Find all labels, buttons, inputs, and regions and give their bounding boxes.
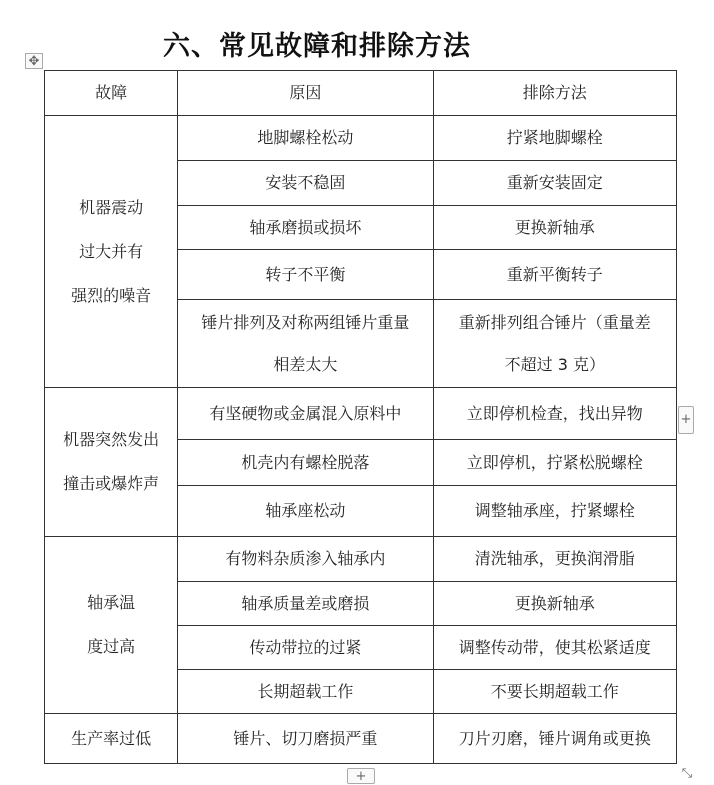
fault-cell — [45, 116, 178, 388]
fault-cell — [45, 388, 178, 537]
fault-line: 强烈的噪音 — [71, 285, 152, 305]
cause-cell: 有坚硬物或金属混入原料中 — [178, 388, 433, 440]
table-header-row — [45, 71, 677, 116]
fault-table — [44, 70, 677, 764]
table-row — [45, 714, 677, 764]
fix-cell: 拧紧地脚螺栓 — [433, 116, 676, 161]
header-fault: 故障 — [45, 71, 178, 116]
page-title: 六、常见故障和排除方法 — [163, 31, 471, 62]
fix-line: 不超过 3 克） — [504, 354, 605, 374]
fault-line: 机器突然发出 — [63, 430, 160, 449]
cause-cell: 地脚螺栓松动 — [178, 116, 433, 161]
cause-cell: 轴承质量差或磨损 — [178, 582, 433, 626]
fault-line: 机器震动 — [79, 197, 144, 217]
fix-cell: 不要长期超载工作 — [433, 670, 676, 714]
fault-cell: 生产率过低 — [45, 714, 178, 764]
cause-cell: 轴承磨损或损坏 — [178, 206, 433, 250]
cause-cell — [178, 300, 433, 388]
fault-line: 度过高 — [87, 637, 136, 656]
cause-cell: 转子不平衡 — [178, 250, 433, 300]
fix-cell: 更换新轴承 — [433, 206, 676, 250]
fix-cell: 立即停机，拧紧松脱螺栓 — [433, 440, 676, 486]
add-row-icon[interactable]: + — [347, 768, 375, 784]
table-row — [45, 116, 677, 161]
cause-cell: 锤片、切刀磨损严重 — [178, 714, 433, 764]
fix-cell: 调整轴承座，拧紧螺栓 — [433, 486, 676, 537]
fix-cell: 清洗轴承，更换润滑脂 — [433, 537, 676, 582]
header-fix: 排除方法 — [433, 71, 676, 116]
fault-line: 轴承温 — [87, 593, 136, 612]
fix-cell: 刀片刃磨，锤片调角或更换 — [433, 714, 676, 764]
fix-cell: 重新平衡转子 — [433, 250, 676, 300]
fault-line: 撞击或爆炸声 — [63, 474, 160, 493]
fix-cell — [433, 300, 676, 388]
cause-cell: 有物料杂质渗入轴承内 — [178, 537, 433, 582]
cause-cell: 机壳内有螺栓脱落 — [178, 440, 433, 486]
cause-cell: 轴承座松动 — [178, 486, 433, 537]
table-resize-icon[interactable]: ⤡ — [681, 766, 693, 781]
fix-cell: 重新安装固定 — [433, 161, 676, 206]
fault-cell — [45, 537, 178, 714]
table-row — [45, 388, 677, 440]
add-column-icon[interactable]: + — [678, 406, 694, 434]
cause-line: 相差太大 — [273, 354, 338, 374]
header-cause: 原因 — [178, 71, 433, 116]
table-move-handle-icon[interactable]: ✥ — [25, 53, 43, 69]
fault-line: 过大并有 — [79, 241, 144, 261]
fix-line: 重新排列组合锤片（重量差 — [458, 312, 651, 332]
cause-cell: 安装不稳固 — [178, 161, 433, 206]
cause-cell: 长期超载工作 — [178, 670, 433, 714]
fix-cell: 更换新轴承 — [433, 582, 676, 626]
table-row — [45, 537, 677, 582]
cause-cell: 传动带拉的过紧 — [178, 626, 433, 670]
cause-line: 锤片排列及对称两组锤片重量 — [201, 312, 410, 332]
fix-cell: 调整传动带，使其松紧适度 — [433, 626, 676, 670]
fix-cell: 立即停机检查，找出异物 — [433, 388, 676, 440]
